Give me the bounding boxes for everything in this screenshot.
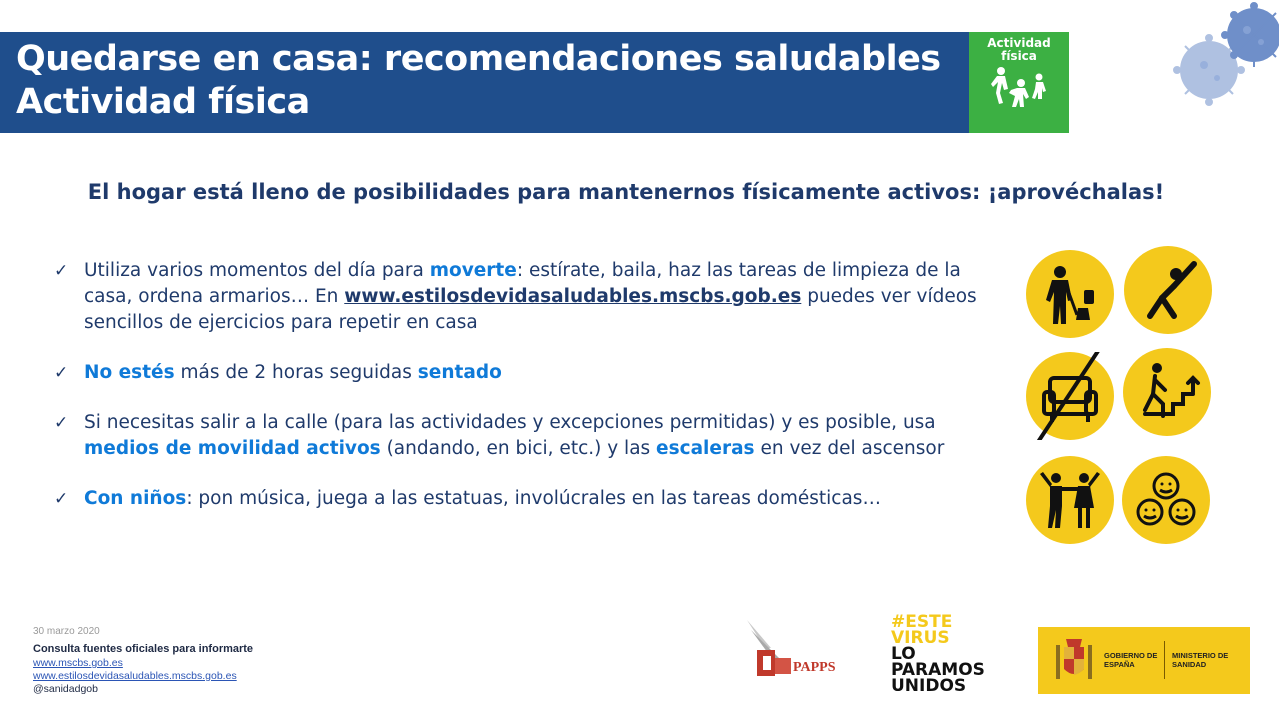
campaign-logo (891, 614, 1031, 694)
healthy-lifestyles-link[interactable]: www.estilosdevidasaludables.mscbs.gob.es (344, 286, 802, 307)
ministry-label: MINISTERIO DE SANIDAD (1172, 651, 1229, 669)
divider (1164, 641, 1165, 679)
bullet-highlight: medios de movilidad activos (84, 438, 381, 459)
jumping-people-icon (989, 63, 1049, 115)
bullet-highlight: moverte (429, 260, 517, 281)
campaign-line-4: PARAMOS (891, 660, 985, 680)
government-logo (1038, 627, 1250, 694)
list-item (54, 486, 1014, 512)
bullet-highlight: escaleras (656, 438, 755, 459)
activity-badge (969, 32, 1069, 133)
bullet-highlight: sentado (417, 362, 502, 383)
title-line-1: Quedarse en casa: recomendaciones saludables (16, 39, 941, 79)
check-icon: ✓ (54, 261, 69, 281)
badge-label: Actividad física (987, 36, 1051, 63)
campaign-line-3: LO (891, 644, 916, 664)
no-sitting-chair-icon (1026, 352, 1114, 440)
subtitle: El hogar está lleno de posibilidades para mantenernos físicamente activos: ¡aprovéchalas! (87, 180, 1165, 204)
bullet-text: (andando, en bici, etc.) y las (380, 438, 657, 459)
virus-illustration (1159, 0, 1279, 130)
bullet-text: Si necesitas salir a la calle (para las actividades y excepciones permitidas) y es posible, usa (84, 412, 936, 433)
bullet-text: : estírate, baila, haz las tareas de limpieza de la casa, ordena armarios… En (84, 260, 961, 307)
stretching-icon (1124, 246, 1212, 334)
cleaning-person-icon (1026, 250, 1114, 338)
gov-spain-label: GOBIERNO DE ESPAÑA (1104, 651, 1158, 669)
footer-heading: Consulta fuentes oficiales para informarte (33, 643, 254, 655)
campaign-line-1: #ESTE (891, 612, 953, 632)
coat-of-arms-icon (1048, 635, 1100, 687)
check-icon: ✓ (54, 489, 69, 509)
campaign-line-2: VIRUS (891, 628, 950, 648)
bullet-highlight: No estés (84, 362, 175, 383)
twitter-handle: @sanidadgob (33, 683, 98, 695)
recommendations-list (54, 258, 1014, 536)
page-title (16, 38, 941, 124)
climbing-stairs-icon (1123, 348, 1211, 436)
children-faces-icon (1122, 456, 1210, 544)
healthy-lifestyles-footer-link[interactable]: www.estilosdevidasaludables.mscbs.gob.es (33, 670, 237, 682)
bullet-highlight: Con niños (84, 488, 187, 509)
dancing-couple-icon (1026, 456, 1114, 544)
campaign-line-5: UNIDOS (891, 676, 967, 696)
mscbs-link[interactable]: www.mscbs.gob.es (33, 657, 123, 669)
check-icon: ✓ (54, 413, 69, 433)
date-label: 30 marzo 2020 (33, 626, 100, 637)
bullet-text: en vez del ascensor (754, 438, 945, 459)
bullet-text: : pon música, juega a las estatuas, involúcrales en las tareas domésticas… (186, 488, 881, 509)
check-icon: ✓ (54, 363, 69, 383)
footer (33, 626, 253, 696)
list-item (54, 360, 1014, 386)
title-line-2: Actividad física (16, 82, 310, 122)
bullet-text: Utiliza varios momentos del día para (84, 260, 430, 281)
papps-label: PAPPS (793, 660, 836, 675)
bullet-text: más de 2 horas seguidas (174, 362, 418, 383)
bullet-text: puedes ver vídeos sencillos de ejercicios para repetir en casa (84, 286, 977, 333)
list-item (54, 410, 1014, 462)
list-item (54, 258, 1014, 336)
